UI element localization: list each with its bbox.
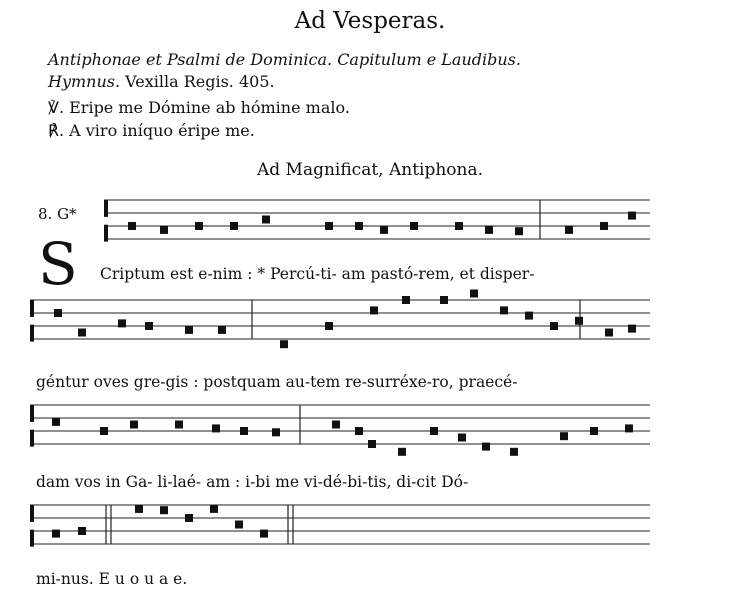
clef xyxy=(30,530,34,547)
neume xyxy=(398,448,406,456)
neume xyxy=(605,329,613,337)
neume xyxy=(210,505,218,513)
neume xyxy=(455,222,463,230)
neume xyxy=(195,222,203,230)
neume xyxy=(260,530,268,538)
clef xyxy=(104,200,108,217)
lyric-line-1: Criptum est e-nim : * Percú-ti- am pastó-rem, et disper- xyxy=(100,265,535,283)
clef xyxy=(30,430,34,447)
neume xyxy=(510,448,518,456)
rubric-hymn-label: Hymnus. xyxy=(48,72,121,91)
neume xyxy=(482,443,490,451)
neume xyxy=(160,506,168,514)
neume xyxy=(78,527,86,535)
neume xyxy=(628,212,636,220)
clef xyxy=(30,405,34,422)
neume xyxy=(355,427,363,435)
versicle-text: Eripe me Dómine ab hómine malo. xyxy=(64,98,350,117)
neume xyxy=(368,440,376,448)
neume xyxy=(332,421,340,429)
neume xyxy=(78,329,86,337)
neume xyxy=(590,427,598,435)
neume xyxy=(560,432,568,440)
clef xyxy=(30,325,34,342)
neume xyxy=(130,421,138,429)
neume xyxy=(212,424,220,432)
neume xyxy=(325,222,333,230)
neume xyxy=(272,428,280,436)
neume xyxy=(470,290,478,298)
neume xyxy=(185,514,193,522)
neume xyxy=(485,226,493,234)
neume xyxy=(550,322,558,330)
drop-initial: S xyxy=(38,230,78,298)
neume xyxy=(135,505,143,513)
neume xyxy=(515,227,523,235)
neume xyxy=(410,222,418,230)
neume xyxy=(235,521,243,529)
page-title: Ad Vesperas. xyxy=(294,8,446,34)
neume xyxy=(218,326,226,334)
neume xyxy=(500,306,508,314)
neume xyxy=(128,222,136,230)
neume xyxy=(280,340,288,348)
neume xyxy=(440,296,448,304)
neume xyxy=(402,296,410,304)
response-sign: ℟. xyxy=(48,121,65,140)
neume xyxy=(370,306,378,314)
section-title: Ad Magnificat, Antiphona. xyxy=(256,160,484,180)
neume xyxy=(175,421,183,429)
neume xyxy=(118,319,126,327)
neume xyxy=(230,222,238,230)
neume xyxy=(458,434,466,442)
neume xyxy=(100,427,108,435)
response-text: A viro iníquo éripe me. xyxy=(64,121,255,140)
lyric-line-4: mi-nus. E u o u a e. xyxy=(36,570,188,588)
clef xyxy=(104,225,108,242)
rubric-hymn-text: Vexilla Regis. 405. xyxy=(120,72,275,91)
neume xyxy=(600,222,608,230)
neume xyxy=(575,317,583,325)
neume xyxy=(160,226,168,234)
neume xyxy=(628,325,636,333)
lyric-line-3: dam vos in Ga- li-laé- am : i-bi me vi-dé-bi-tis, di-cit Dó- xyxy=(36,473,469,491)
neume xyxy=(525,312,533,320)
neume xyxy=(565,226,573,234)
neume xyxy=(430,427,438,435)
versicle-sign: ℣. xyxy=(48,98,65,117)
neume xyxy=(380,226,388,234)
neume xyxy=(52,530,60,538)
rubric-antiphons-text: Antiphonae et Psalmi de Dominica. Capitulum e Laudibus. xyxy=(48,50,521,69)
neume xyxy=(262,216,270,224)
neume xyxy=(240,427,248,435)
neume xyxy=(52,418,60,426)
neume xyxy=(185,326,193,334)
neume xyxy=(625,424,633,432)
neume xyxy=(145,322,153,330)
clef xyxy=(30,300,34,317)
mode-label: 8. G* xyxy=(38,205,77,223)
neume xyxy=(355,222,363,230)
clef xyxy=(30,505,34,522)
neume xyxy=(325,322,333,330)
neume xyxy=(54,309,62,317)
lyric-line-2: géntur oves gre-gis : postquam au-tem re-surréxe-ro, praecé- xyxy=(36,373,518,391)
